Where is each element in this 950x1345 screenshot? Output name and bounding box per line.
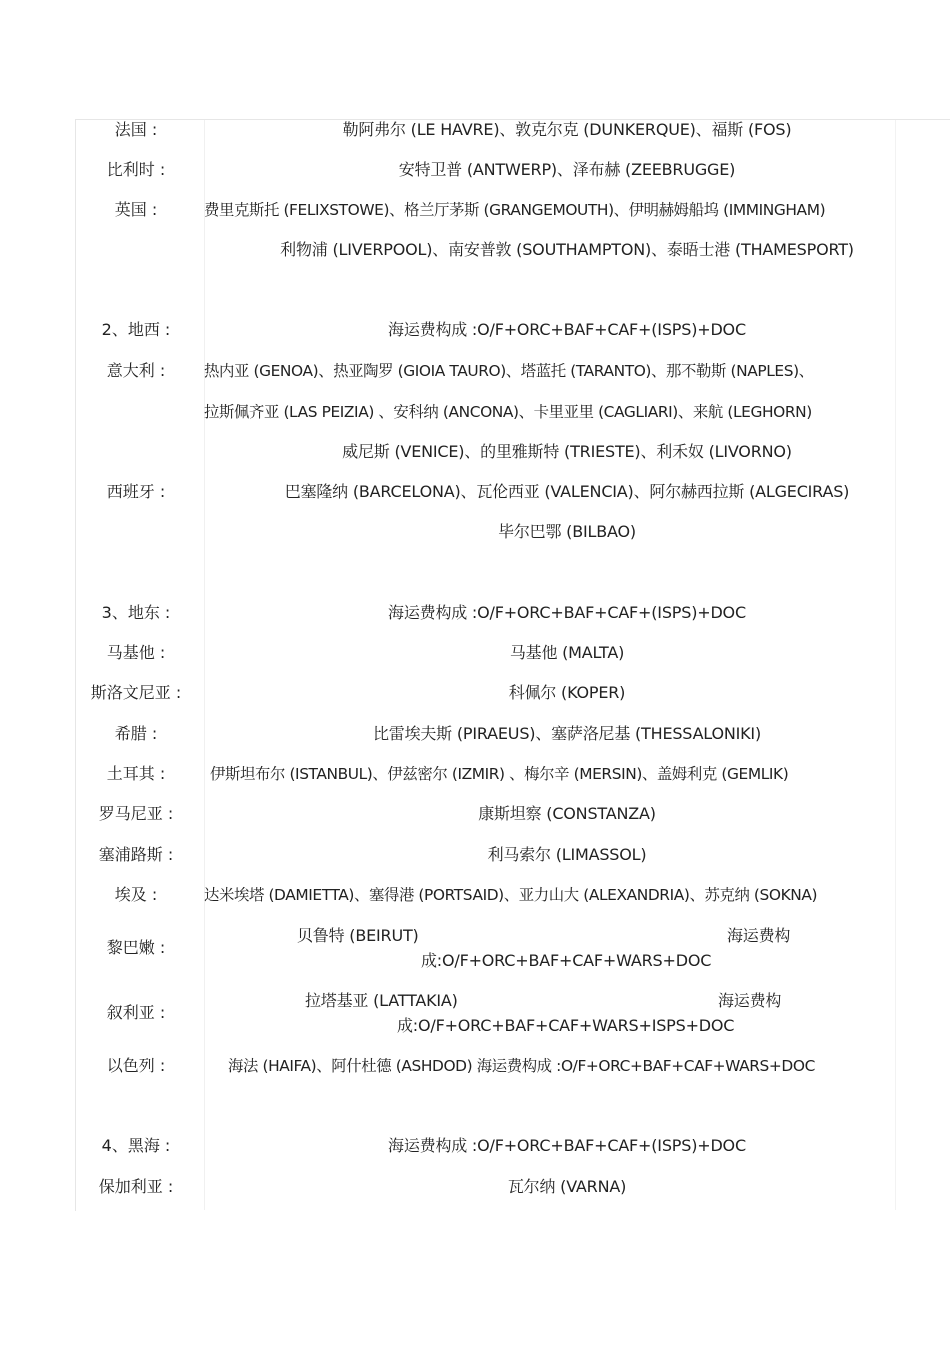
row-label: 西班牙 : bbox=[106, 482, 166, 501]
row-value: 伊斯坦布尔 (ISTANBUL)、伊兹密尔 (IZMIR) 、梅尔辛 (MERSIN)、盖姆利克 (GEMLIK) bbox=[210, 765, 789, 783]
row-label: 法国 : bbox=[114, 120, 158, 139]
row-value: 康斯坦察 (CONSTANZA) bbox=[478, 804, 656, 823]
row-value: 安特卫普 (ANTWERP)、泽布赫 (ZEEBRUGGE) bbox=[398, 160, 736, 179]
row-value: 利物浦 (LIVERPOOL)、南安普敦 (SOUTHAMPTON)、泰晤士港 (THAMESPORT) bbox=[280, 240, 854, 259]
row-label: 比利时 : bbox=[106, 160, 166, 179]
row-value: 勒阿弗尔 (LE HAVRE)、敦克尔克 (DUNKERQUE)、福斯 (FOS) bbox=[342, 120, 792, 139]
column-divider bbox=[204, 120, 205, 1210]
row-label: 黎巴嫩 : bbox=[106, 938, 166, 957]
section-heading: 2、地西 : bbox=[101, 320, 171, 339]
row-value: 瓦尔纳 (VARNA) bbox=[507, 1177, 627, 1196]
row-label: 罗马尼亚 : bbox=[98, 804, 174, 823]
row-label: 希腊 : bbox=[114, 724, 158, 743]
section-heading: 3、地东 : bbox=[101, 603, 171, 622]
row-label: 埃及 : bbox=[114, 885, 158, 904]
row-label: 塞浦路斯 : bbox=[98, 845, 174, 864]
freight-formula: 海运费构成 :O/F+ORC+BAF+CAF+(ISPS)+DOC bbox=[388, 320, 746, 339]
row-value: 拉斯佩齐亚 (LAS PEIZIA) 、安科纳 (ANCONA)、卡里亚里 (CAGLIARI)、来航 (LEGHORN) bbox=[204, 403, 812, 421]
row-value: 拉塔基亚 (LATTAKIA) bbox=[305, 991, 458, 1010]
freight-formula-part: 成:O/F+ORC+BAF+CAF+WARS+ISPS+DOC bbox=[397, 1016, 735, 1035]
row-value: 达米埃塔 (DAMIETTA)、塞得港 (PORTSAID)、亚力山大 (ALEXANDRIA)、苏克纳 (SOKNA) bbox=[204, 886, 818, 904]
row-value: 巴塞隆纳 (BARCELONA)、瓦伦西亚 (VALENCIA)、阿尔赫西拉斯 (ALGECIRAS) bbox=[284, 482, 850, 501]
row-value: 贝鲁特 (BEIRUT) bbox=[297, 926, 419, 945]
section-heading: 4、黑海 : bbox=[101, 1136, 171, 1155]
row-value: 费里克斯托 (FELIXSTOWE)、格兰厅茅斯 (GRANGEMOUTH)、伊明赫姆船坞 (IMMINGHAM) bbox=[204, 201, 826, 219]
row-label: 保加利亚 : bbox=[98, 1177, 174, 1196]
row-label: 叙利亚 : bbox=[106, 1003, 166, 1022]
row-value: 威尼斯 (VENICE)、的里雅斯特 (TRIESTE)、利禾奴 (LIVORNO) bbox=[342, 442, 792, 461]
row-label: 斯洛文尼亚 : bbox=[90, 683, 182, 702]
row-label: 以色列 : bbox=[106, 1056, 166, 1075]
freight-formula-part: 海运费构 bbox=[727, 926, 791, 945]
freight-formula-part: 成:O/F+ORC+BAF+CAF+WARS+DOC bbox=[421, 951, 712, 970]
freight-formula: 海运费构成 :O/F+ORC+BAF+CAF+(ISPS)+DOC bbox=[388, 603, 746, 622]
row-label: 意大利 : bbox=[106, 361, 166, 380]
row-value: 比雷埃夫斯 (PIRAEUS)、塞萨洛尼基 (THESSALONIKI) bbox=[372, 724, 761, 743]
row-value: 利马索尔 (LIMASSOL) bbox=[487, 845, 647, 864]
row-value: 毕尔巴鄂 (BILBAO) bbox=[498, 522, 636, 541]
table-left-rule bbox=[75, 119, 76, 1211]
row-value: 热内亚 (GENOA)、热亚陶罗 (GIOIA TAURO)、塔蓝托 (TARANTO)、那不勒斯 (NAPLES)、 bbox=[204, 362, 814, 380]
row-value: 科佩尔 (KOPER) bbox=[508, 683, 626, 702]
row-value: 马基他 (MALTA) bbox=[509, 643, 625, 662]
row-label: 英国 : bbox=[114, 200, 158, 219]
column-divider-right bbox=[895, 120, 896, 1210]
row-label: 土耳其 : bbox=[106, 764, 166, 783]
freight-formula: 海运费构成 :O/F+ORC+BAF+CAF+(ISPS)+DOC bbox=[388, 1136, 746, 1155]
freight-formula-part: 海运费构 bbox=[718, 991, 782, 1010]
row-label: 马基他 : bbox=[106, 643, 166, 662]
row-value: 海法 (HAIFA)、阿什杜德 (ASHDOD) 海运费构成 :O/F+ORC+BAF+CAF+WARS+DOC bbox=[228, 1057, 815, 1075]
